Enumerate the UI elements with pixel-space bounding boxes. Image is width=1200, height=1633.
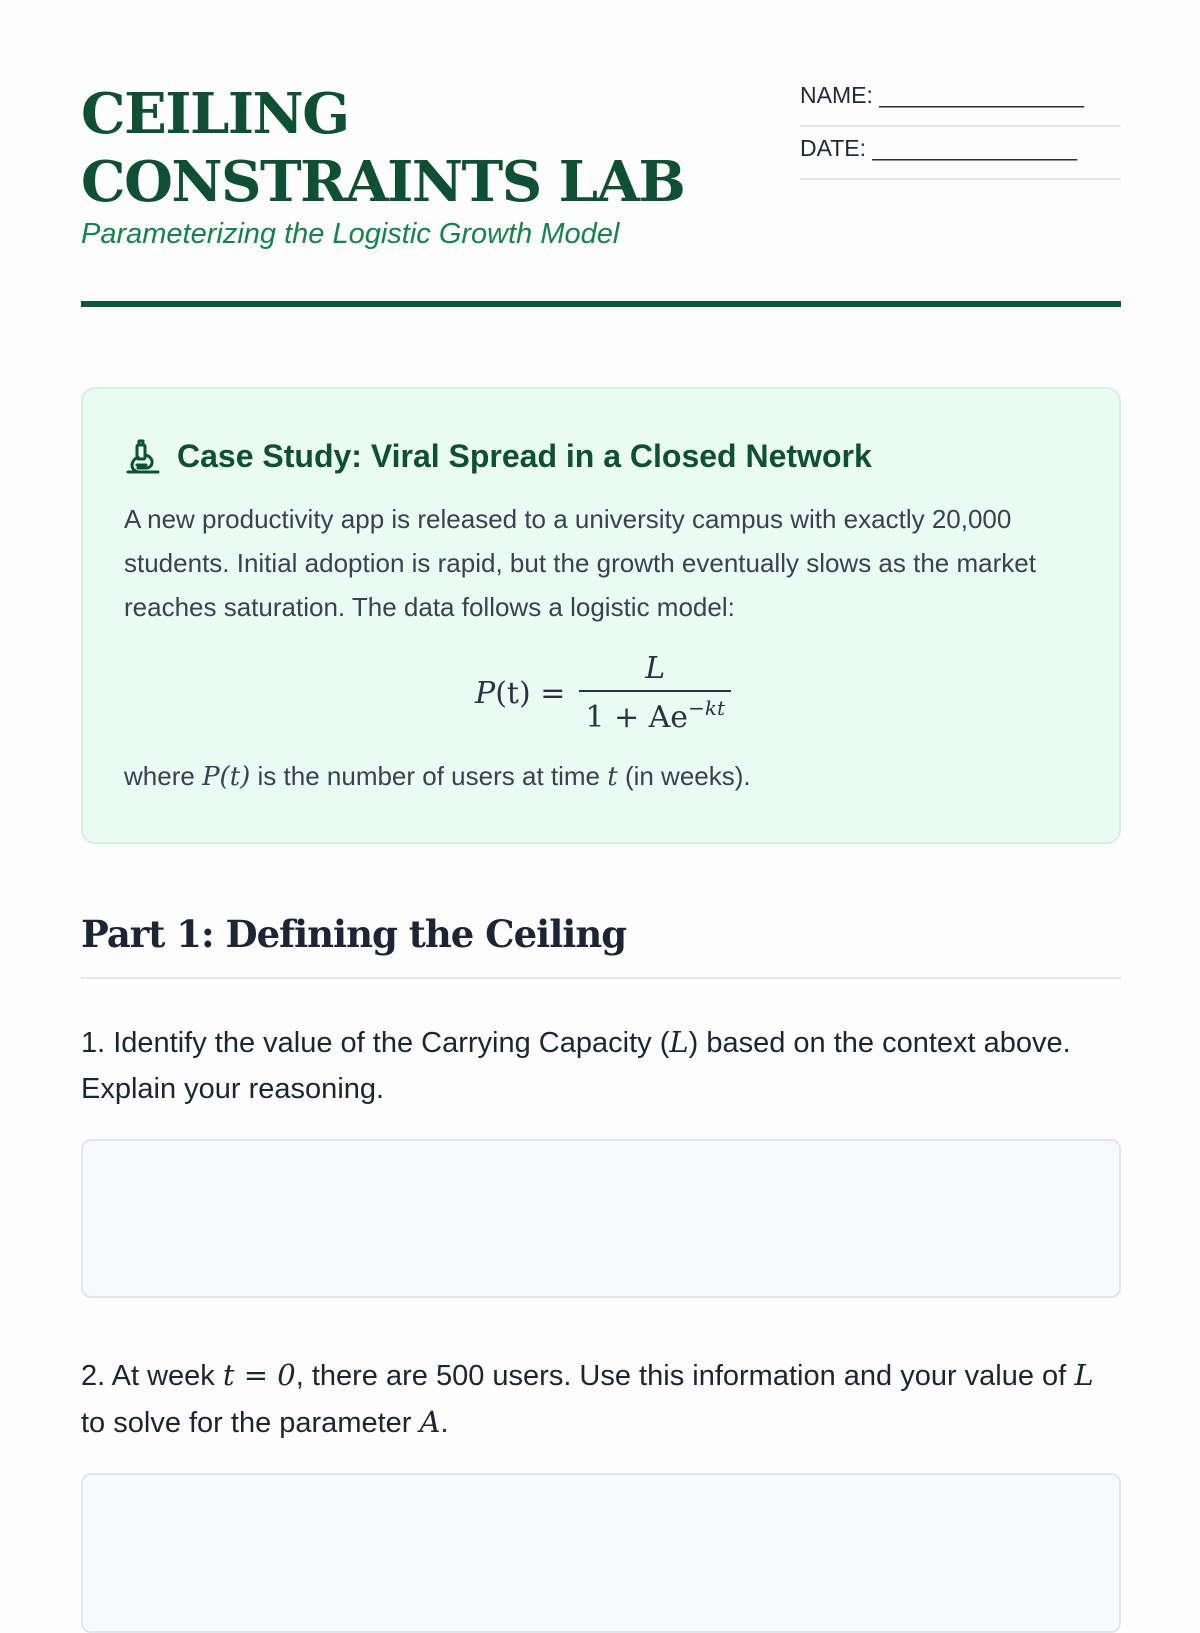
- date-field[interactable]: DATE: ________________: [800, 127, 1121, 180]
- question-2: [81, 1352, 1121, 1446]
- where-suffix: (in weeks).: [624, 761, 751, 791]
- logistic-formula: [83, 651, 1123, 735]
- q1-text-after: ) based on the context above. Explain your reasoning.: [81, 1027, 1071, 1105]
- page-subtitle: Parameterizing the Logistic Growth Model: [81, 218, 620, 250]
- part-1-divider: [81, 977, 1121, 979]
- q2-text-after: .: [440, 1407, 449, 1439]
- where-prefix: where: [124, 761, 195, 791]
- page-title: CEILING CONSTRAINTS LAB: [81, 81, 685, 215]
- formula-numerator: L: [645, 651, 666, 686]
- case-study-title-text: Case Study: Viral Spread in a Closed Network: [177, 437, 872, 474]
- formula-fraction: [579, 651, 731, 735]
- where-var-t: t: [607, 762, 618, 792]
- formula-denominator: [579, 690, 731, 735]
- case-study-where: [124, 761, 751, 792]
- microscope-icon: [125, 437, 161, 475]
- header-divider: [81, 301, 1121, 307]
- q2-text-mid2: to solve for the parameter: [81, 1407, 412, 1439]
- where-var-pt: P(t): [202, 762, 251, 792]
- formula-func: P: [475, 675, 496, 711]
- case-study-card: [81, 387, 1121, 844]
- formula-exponent: −kt: [688, 696, 725, 720]
- answer-box-1[interactable]: [81, 1139, 1121, 1298]
- part-1-heading: Part 1: Defining the Ceiling: [81, 912, 627, 956]
- q2-eq: t = 0: [222, 1358, 296, 1392]
- student-fields: [800, 74, 1121, 180]
- q2-var-l: L: [1074, 1358, 1094, 1392]
- formula-lhs: [475, 676, 565, 711]
- formula-den-base: 1 + Ae: [585, 700, 689, 735]
- answer-box-2[interactable]: [81, 1473, 1121, 1633]
- where-mid: is the number of users at time: [257, 761, 601, 791]
- q1-var-l: L: [669, 1025, 689, 1059]
- q2-text-mid1: , there are 500 users. Use this information and your value of: [295, 1360, 1067, 1392]
- formula-arg: (t) =: [495, 675, 566, 711]
- header: [81, 0, 1121, 307]
- case-study-body: A new productivity app is released to a university campus with exactly 20,000 students. Initial adoption is rapid, but the growth eventually slows as the market reaches saturation. The data follows a logistic model:: [124, 504, 1036, 622]
- q2-var-a: A: [419, 1405, 441, 1439]
- name-field[interactable]: NAME: ________________: [800, 74, 1121, 127]
- q1-text-before: 1. Identify the value of the Carrying Capacity (: [81, 1027, 670, 1059]
- q2-text-before: 2. At week: [81, 1360, 215, 1392]
- question-1: [81, 1019, 1121, 1112]
- case-study-title: [125, 437, 872, 475]
- worksheet-page: [81, 0, 1121, 1439]
